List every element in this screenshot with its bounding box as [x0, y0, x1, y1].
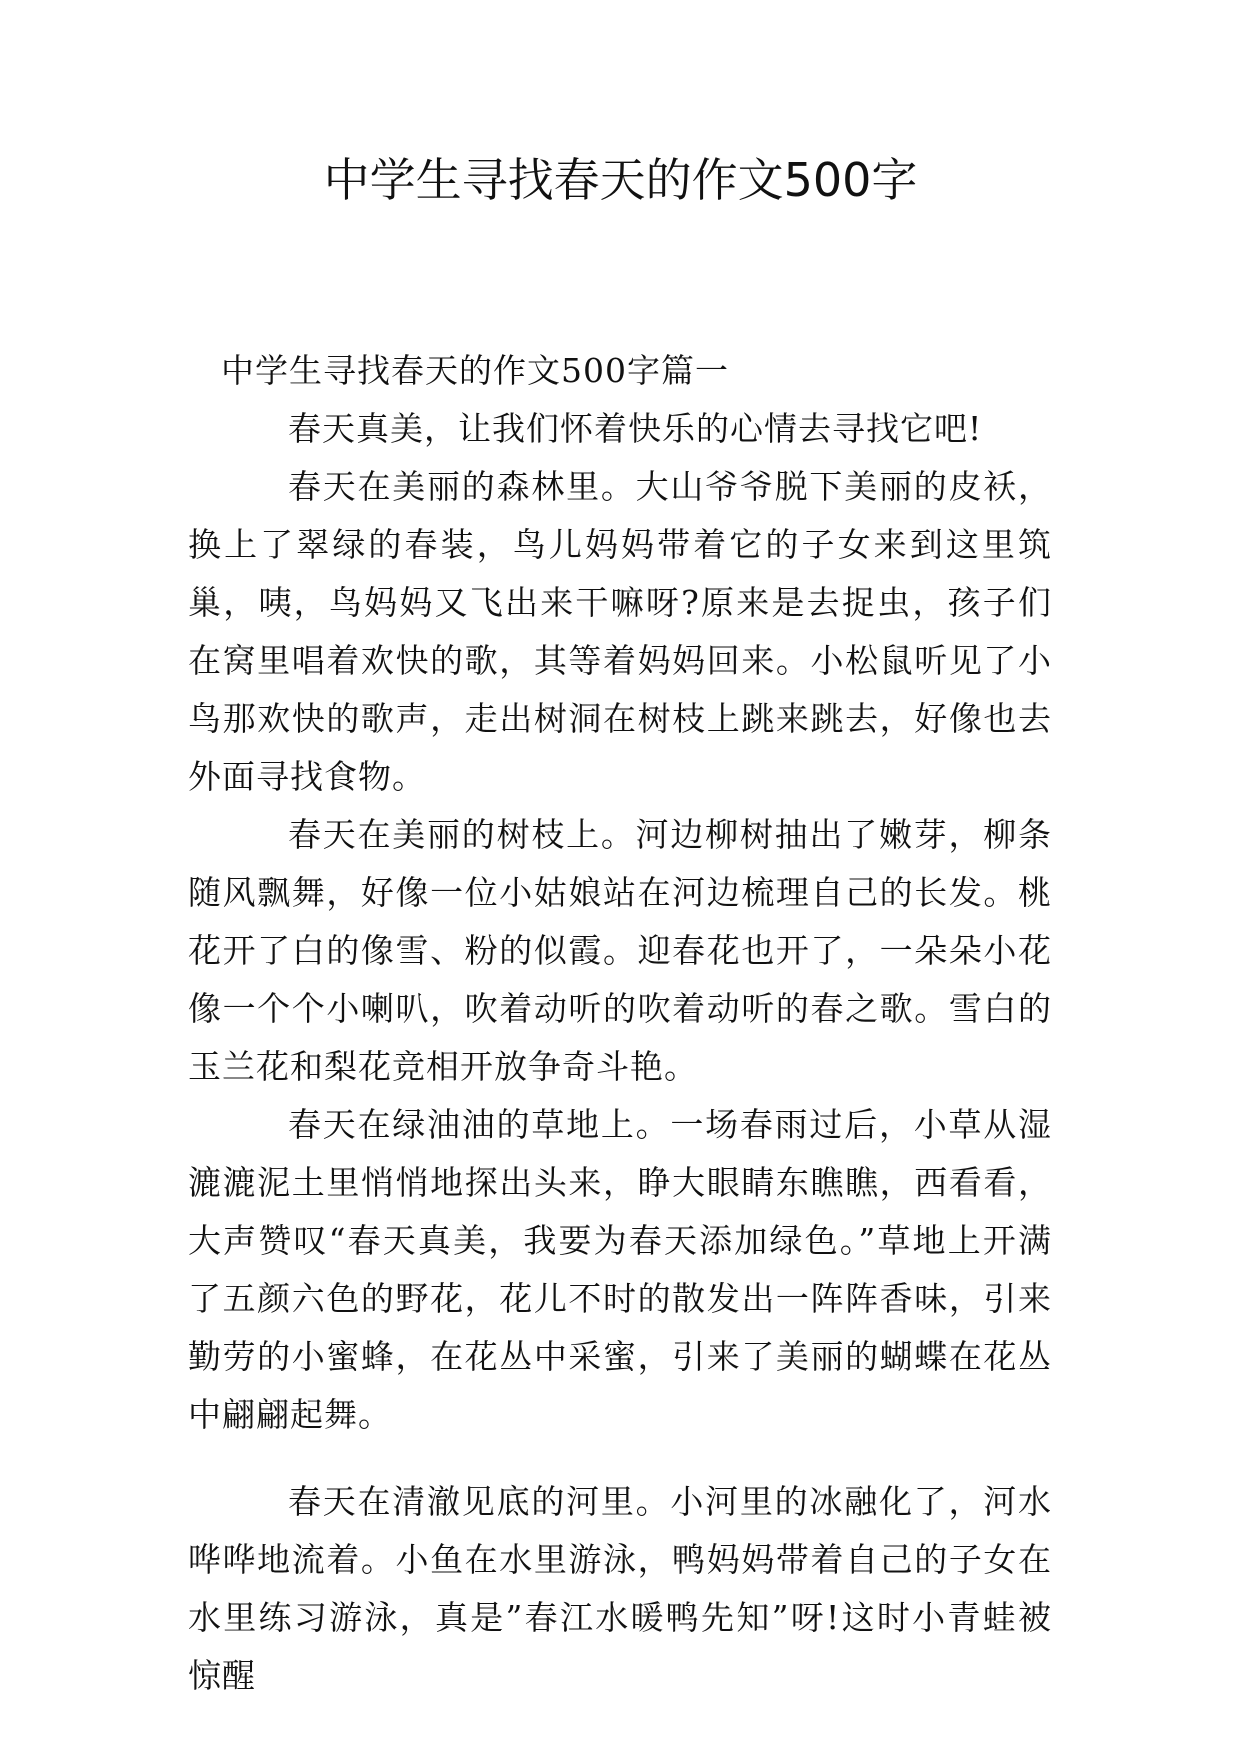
paragraph-1: 春天真美，让我们怀着快乐的心情去寻找它吧!	[288, 409, 983, 448]
paragraph-2: 春天在美丽的森林里。大山爷爷脱下美丽的皮袄，换上了翠绿的春装，鸟儿妈妈带着它的子女来到这里筑巢，咦，鸟妈妈又飞出来干嘛呀?原来是去捉虫，孩子们在窝里唱着欢快的歌，其等着妈妈回来。小松鼠听见了小鸟那欢快的歌声，走出树洞在树枝上跳来跳去，好像也去外面寻找食物。	[188, 467, 1052, 796]
section-heading: 中学生寻找春天的作文500字篇一	[221, 351, 729, 390]
document-body	[188, 342, 1052, 1705]
paragraph-3: 春天在美丽的树枝上。河边柳树抽出了嫩芽，柳条随风飘舞，好像一位小姑娘站在河边梳理自己的长发。桃花开了白的像雪、粉的似霞。迎春花也开了，一朵朵小花像一个个小喇叭，吹着动听的吹着动听的春之歌。雪白的玉兰花和梨花竞相开放争奇斗艳。	[188, 815, 1052, 1086]
paragraph-4: 春天在绿油油的草地上。一场春雨过后，小草从湿漉漉泥土里悄悄地探出头来，睁大眼睛东瞧瞧，西看看，大声赞叹“春天真美，我要为春天添加绿色。”草地上开满了五颜六色的野花，花儿不时的散发出一阵阵香味，引来勤劳的小蜜蜂，在花丛中采蜜，引来了美丽的蝴蝶在花丛中翩翩起舞。	[188, 1105, 1052, 1434]
paragraph-5: 春天在清澈见底的河里。小河里的冰融化了，河水哗哗地流着。小鱼在水里游泳，鸭妈妈带着自己的子女在水里练习游泳，真是”春江水暖鸭先知”呀!这时小青蛙被惊醒	[188, 1482, 1052, 1695]
document-title: 中学生寻找春天的作文500字	[323, 153, 918, 207]
